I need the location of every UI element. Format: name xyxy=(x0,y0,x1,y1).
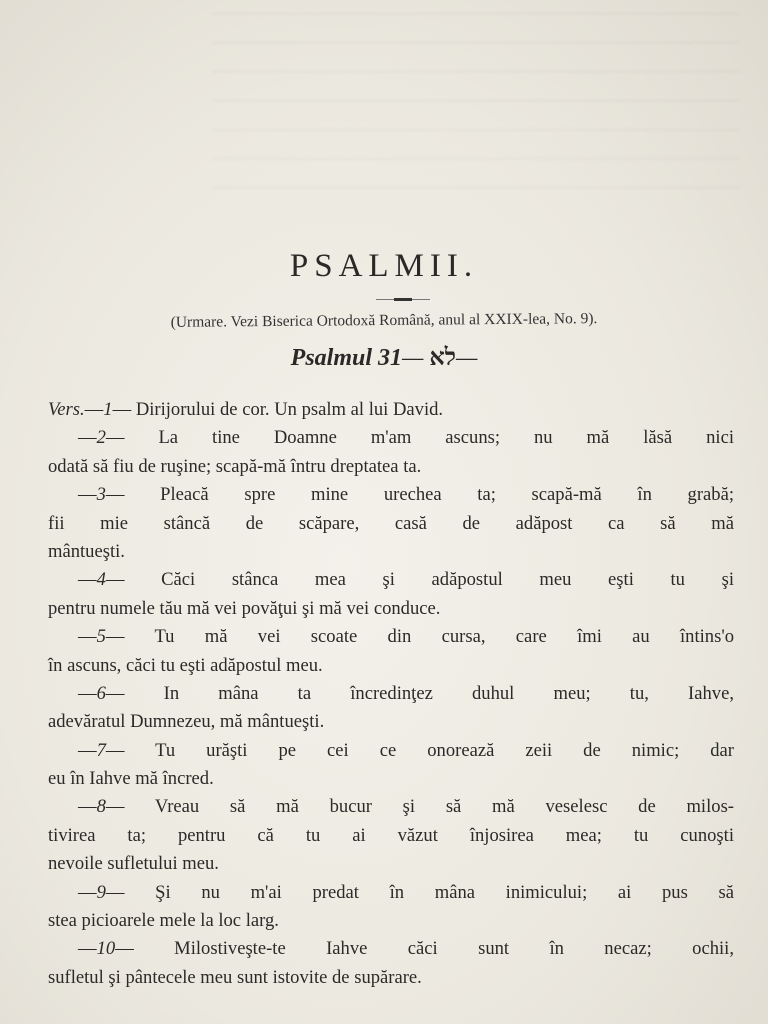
verse-line xyxy=(48,850,734,878)
verse-number: —1— xyxy=(84,399,136,420)
verse-text: stea picioarele mele la loc larg. xyxy=(48,910,279,932)
verse-text: La tine Doamne m'am ascuns; nu mă lăsă nici xyxy=(158,427,734,449)
verse-line xyxy=(48,623,734,651)
verse-number: —3— xyxy=(78,484,161,506)
verse-line xyxy=(48,737,734,765)
verse-line xyxy=(48,652,734,680)
psalm-heading xyxy=(0,345,768,372)
verse-text: mântueşti. xyxy=(48,540,125,562)
verse-line xyxy=(48,879,734,907)
verse-text: fii mie stâncă de scăpare, casă de adăpost ca să mă xyxy=(48,512,734,534)
verse-text: odată să fiu de ruşine; scapă-mă întru dreptatea ta. xyxy=(48,455,422,477)
verse-number: —2— xyxy=(78,427,159,449)
verse-text: Tu mă vei scoate din cursa, care îmi au întins'o xyxy=(154,626,734,648)
continuation-note: (Urmare. Vezi Biserica Ortodoxă Română, anul al XXIX-lea, No. 9). xyxy=(170,310,598,331)
verse-line xyxy=(48,680,734,708)
show-through-text: ~~~~~~~~~~~~~~~~~~~~~~~~~~~~~~~~~~~~~~~~~~~~~~~~~~~~~~~~~~~~~ ~~~~~~~~~~~~~~~~~~~~~~~~~~~~~~~~~~~~~~~~~~~~~~~~~~~~~~~~~~~~~ ~~~~~~~~~~~~~~~~~~~~~~~~~~~~~~~~~~~~~~~~~~~~~~~~~~~~~~~~~~~~~ ~~~~~~~~~~~~~~~~~~~~~~~~~~~~~~~~~~~~~~~~~~~~~~~~~~~~~~~~~~~~~ ~~~~~~~~~~~~~~~~~~~~~~~~~~~~~~~~~~~~~~~~~~~~~~~~~~~~~~~~~~~~~ ~~~~~~~~~~~~~~~~~~~~~~~~~~~~~~~~~~~~~~~~~~~~~~~~~~~~~~~~~~~~~ ~~~~~~~~~~~~~~~~~~~~~~~~~~~~~~~~~~~~~~~~~~~~~~~~~~~~~~~~~~~~~ xyxy=(211,6,740,197)
verse-line xyxy=(48,396,734,424)
verse-text: Şi nu m'ai predat în mâna inimicului; ai pus să xyxy=(155,881,734,903)
verse-text: tivirea ta; pentru că tu ai văzut înjosirea mea; tu cunoşti xyxy=(48,824,734,846)
verse-number: —6— xyxy=(78,682,164,704)
verse-text: sufletul şi pântecele meu sunt istovite de supărare. xyxy=(48,966,422,988)
verse-text: pentru numele tău mă vei povăţui şi mă vei conduce. xyxy=(48,597,441,619)
verse-line xyxy=(48,822,734,850)
verse-line xyxy=(48,481,734,509)
verse-text: eu în Iahve mă încred. xyxy=(48,768,214,790)
verse-line xyxy=(48,907,734,935)
verse-number: —9— xyxy=(78,881,156,903)
verse-text: Căci stânca mea şi adăpostul meu eşti tu şi xyxy=(161,569,734,591)
verse-number: —7— xyxy=(78,739,156,761)
verse-line xyxy=(48,793,734,821)
verse-line xyxy=(48,538,734,566)
title-divider xyxy=(376,299,430,300)
verse-text: Tu urăşti pe cei ce onorează zeii de nimic; dar xyxy=(155,739,734,761)
dash: — xyxy=(456,345,478,371)
verse-text: nevoile sufletului meu. xyxy=(48,853,219,875)
verse-number: —8— xyxy=(78,796,155,818)
psalm-label: Psalmul xyxy=(290,345,373,371)
verse-line xyxy=(48,964,734,992)
verse-line xyxy=(48,935,734,963)
verse-number: —5— xyxy=(78,626,155,648)
verse-text: In mâna ta încredinţez duhul meu; tu, Iahve, xyxy=(163,682,734,704)
verse-text: Pleacă spre mine urechea ta; scapă-mă în grabă; xyxy=(160,484,734,506)
verse-text: Vreau să mă bucur şi să mă veselesc de milos- xyxy=(154,796,734,818)
verse-line xyxy=(48,566,734,594)
verse-line xyxy=(48,595,734,623)
verse-number: —4— xyxy=(78,569,162,591)
verse-text: în ascuns, căci tu eşti adăpostul meu. xyxy=(48,654,323,676)
verse-text: Milostiveşte-te Iahve căci sunt în necaz; ochii, xyxy=(174,938,734,960)
verse-line xyxy=(48,765,734,793)
verse-line xyxy=(48,424,734,452)
verse-text: Dirijorului de cor. Un psalm al lui David. xyxy=(135,399,444,420)
verse-line xyxy=(48,510,734,538)
verse-line xyxy=(48,453,734,481)
psalm-number: 31 xyxy=(378,345,403,371)
verse-line xyxy=(48,708,734,736)
verse-text: adevăratul Dumnezeu, mă mântueşti. xyxy=(48,711,325,733)
verse-label: Vers. xyxy=(48,399,85,420)
hebrew-numeral: לא xyxy=(429,345,456,371)
verse-number: —10— xyxy=(78,938,175,960)
dash: — xyxy=(402,345,424,371)
page-title: PSALMII. xyxy=(289,248,479,284)
psalm-text xyxy=(48,396,734,992)
